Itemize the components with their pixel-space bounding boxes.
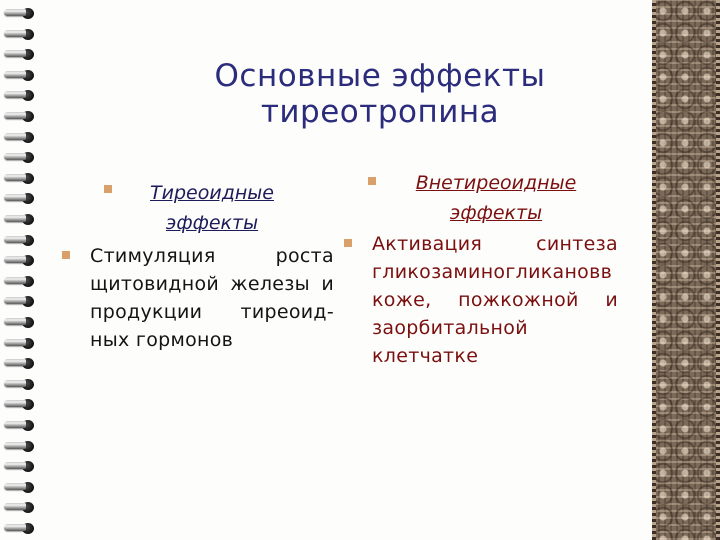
- ring-wire: [4, 112, 26, 119]
- ring-wire: [4, 297, 26, 304]
- ring-wire: [4, 503, 26, 510]
- binding-ring-icon: [4, 214, 38, 225]
- ring-wire: [4, 400, 26, 407]
- binding-ring-icon: [4, 358, 38, 369]
- ring-wire: [4, 236, 26, 243]
- ring-wire: [4, 318, 26, 325]
- ring-wire: [4, 524, 26, 531]
- binding-ring-icon: [4, 296, 38, 307]
- ring-wire: [4, 359, 26, 366]
- ring-wire: [4, 339, 26, 346]
- border-edge-right: [716, 0, 720, 540]
- ring-wire: [4, 421, 26, 428]
- binding-ring-icon: [4, 132, 38, 143]
- binding-ring-icon: [4, 523, 38, 534]
- ring-wire: [4, 30, 26, 37]
- binding-ring-icon: [4, 276, 38, 287]
- border-edge-left: [652, 0, 656, 540]
- binding-ring-icon: [4, 8, 38, 19]
- binding-ring-icon: [4, 399, 38, 410]
- binding-ring-icon: [4, 317, 38, 328]
- ring-wire: [4, 50, 26, 57]
- binding-ring-icon: [4, 193, 38, 204]
- binding-ring-icon: [4, 420, 38, 431]
- left-column-heading: Тиреоидные эффекты: [150, 182, 274, 234]
- ring-wire: [4, 256, 26, 263]
- binding-ring-icon: [4, 235, 38, 246]
- binding-ring-icon: [4, 461, 38, 472]
- binding-ring-icon: [4, 338, 38, 349]
- right-column-body: Активация синтеза гликозаминогликановв коже, пожкожной и заорбитальной клетчатке: [372, 233, 618, 367]
- ornamental-border: [652, 0, 720, 540]
- binding-ring-icon: [4, 255, 38, 266]
- binding-ring-icon: [4, 441, 38, 452]
- binding-ring-icon: [4, 379, 38, 390]
- ring-wire: [4, 153, 26, 160]
- square-bullet-icon: [344, 239, 352, 247]
- binding-ring-icon: [4, 90, 38, 101]
- right-column-heading: Внетиреоидные эффекты: [415, 172, 577, 224]
- left-column-body: Стимуляция роста щитовидной железы и продукции тиреоид-ных гормонов: [90, 245, 334, 351]
- ring-wire: [4, 483, 26, 490]
- binding-ring-icon: [4, 152, 38, 163]
- ring-wire: [4, 9, 26, 16]
- ring-wire: [4, 194, 26, 201]
- binding-ring-icon: [4, 173, 38, 184]
- square-bullet-icon: [104, 185, 112, 193]
- slide-title: Основные эффекты тиреотропина: [214, 58, 546, 130]
- square-bullet-icon: [368, 177, 376, 185]
- ring-wire: [4, 91, 26, 98]
- ring-wire: [4, 174, 26, 181]
- binding-ring-icon: [4, 482, 38, 493]
- ring-wire: [4, 215, 26, 222]
- square-bullet-icon: [62, 251, 70, 259]
- binding-ring-icon: [4, 29, 38, 40]
- ring-wire: [4, 133, 26, 140]
- binding-ring-icon: [4, 502, 38, 513]
- binding-ring-icon: [4, 70, 38, 81]
- ring-wire: [4, 462, 26, 469]
- binding-ring-icon: [4, 49, 38, 60]
- ring-wire: [4, 442, 26, 449]
- binding-ring-icon: [4, 111, 38, 122]
- spiral-binding: [0, 0, 46, 540]
- ring-wire: [4, 71, 26, 78]
- ring-wire: [4, 277, 26, 284]
- ring-wire: [4, 380, 26, 387]
